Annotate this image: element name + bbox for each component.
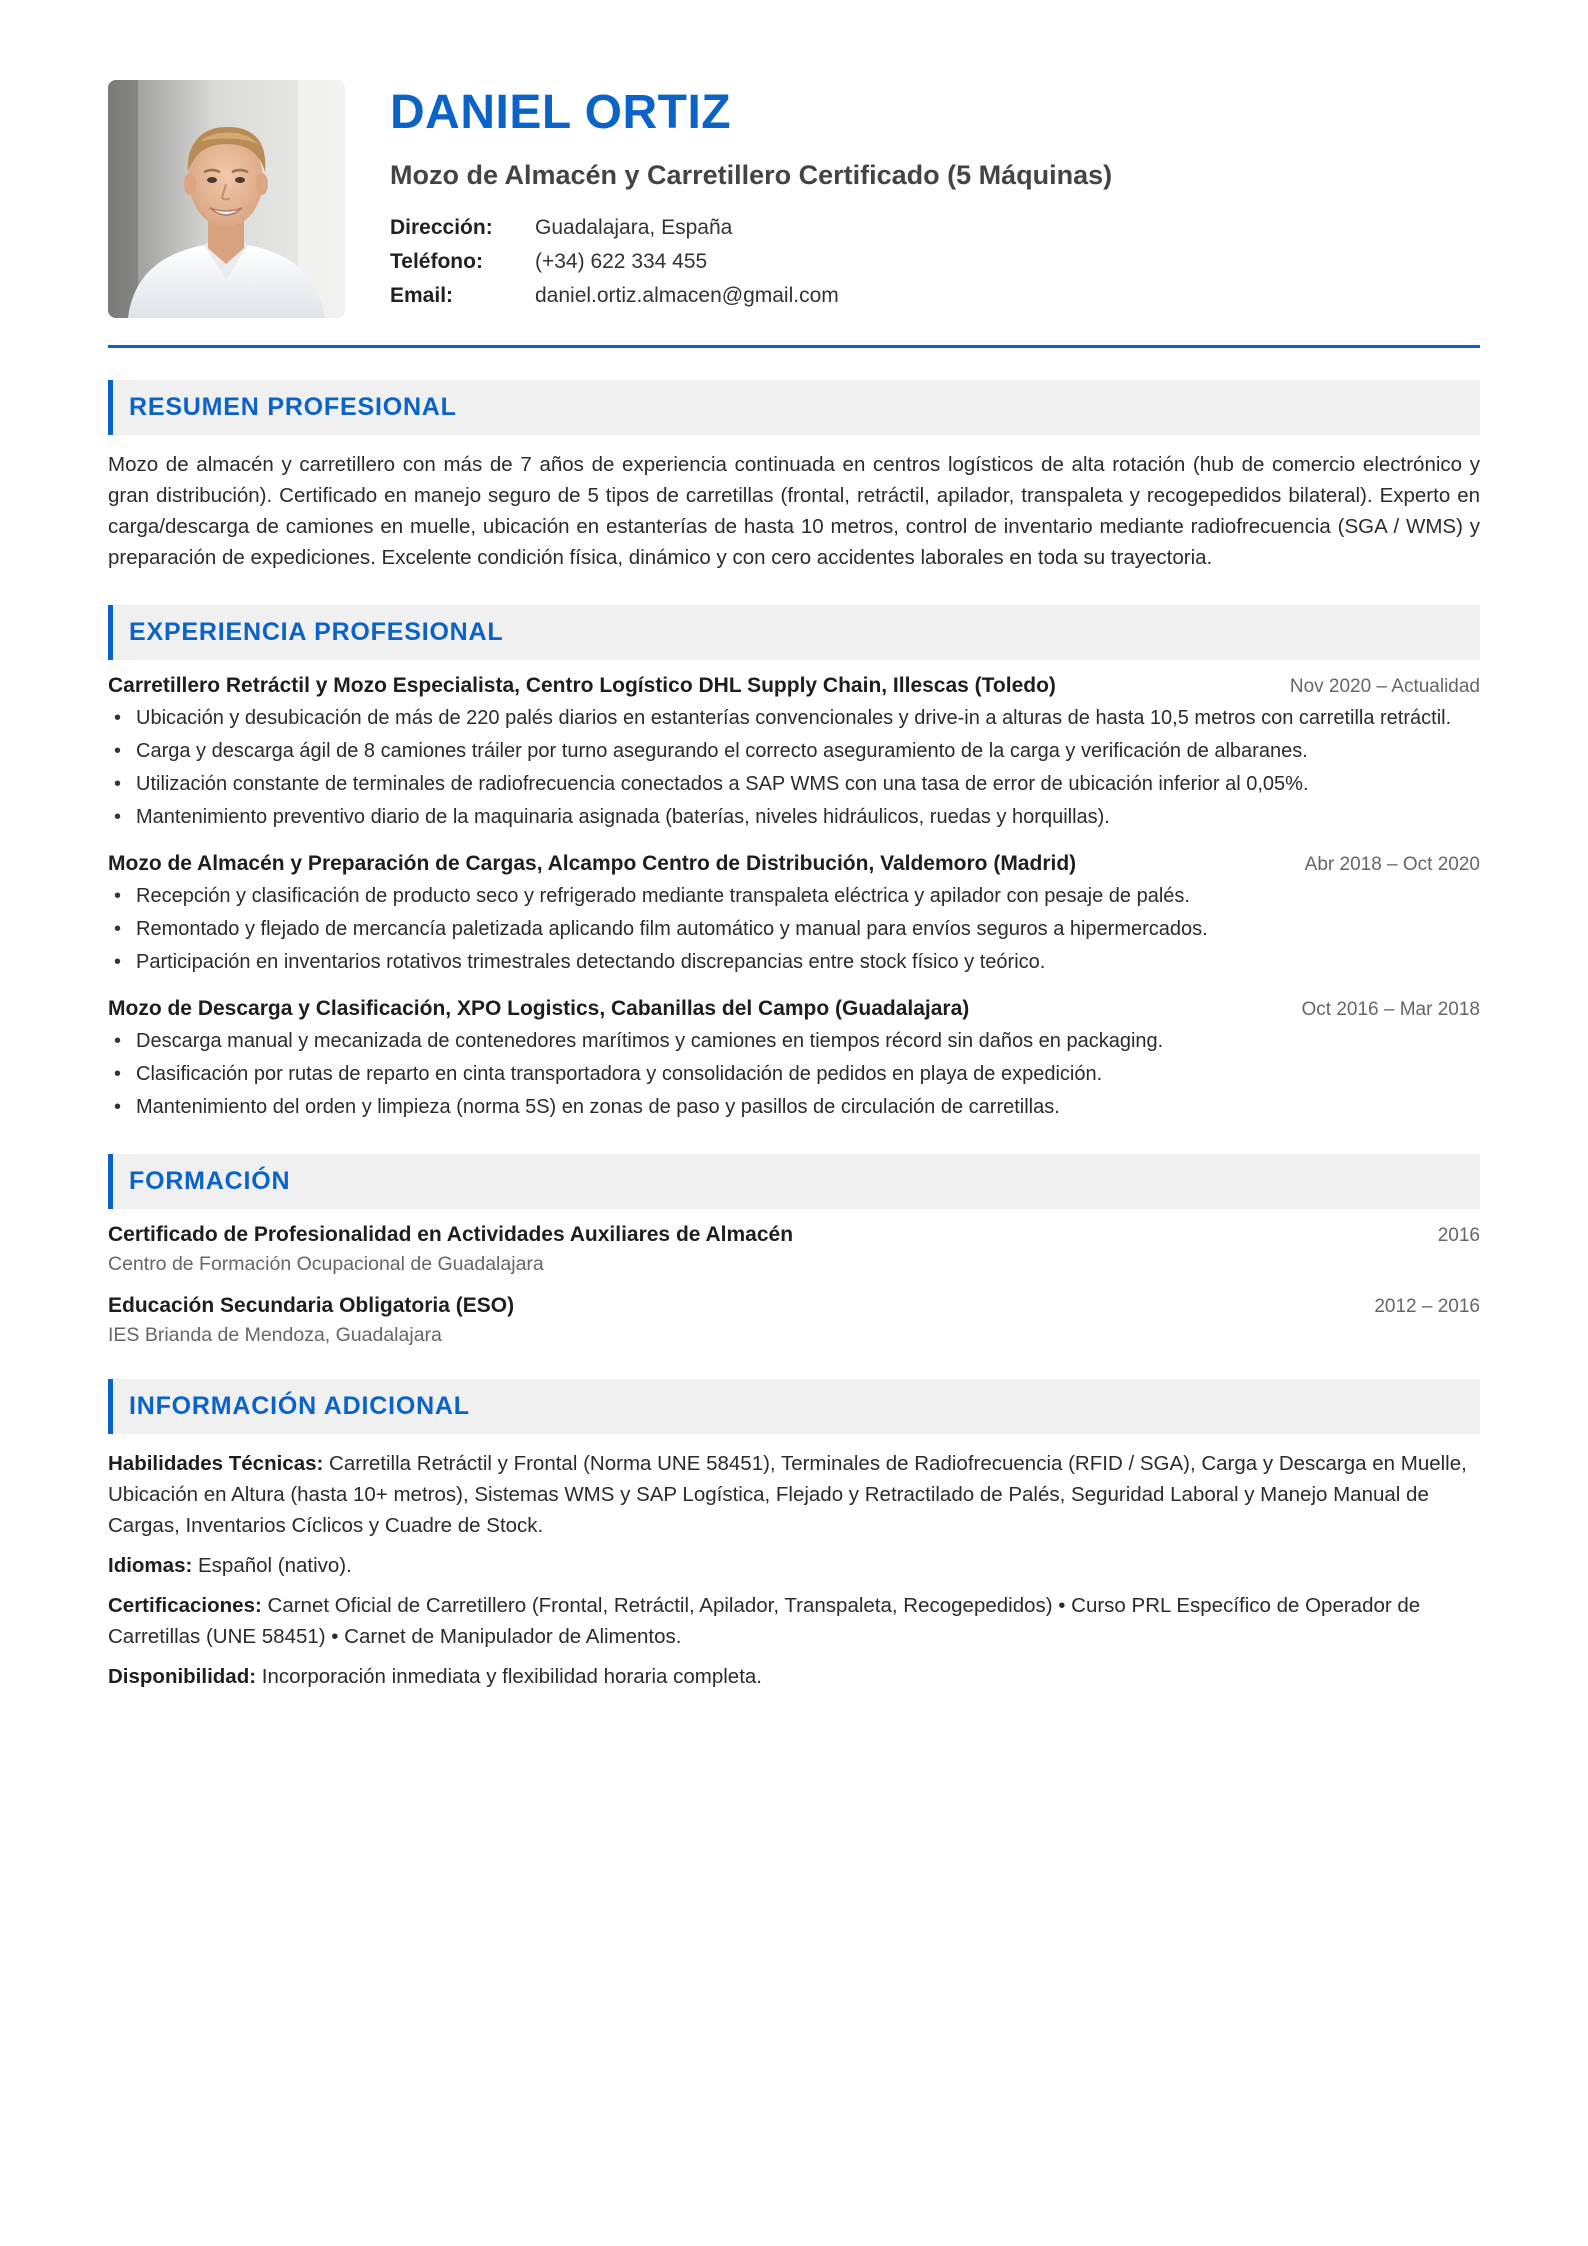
contact-value: Guadalajara, España	[535, 216, 733, 239]
education-date: 2012 – 2016	[1374, 1296, 1480, 1317]
additional-text: Español (nativo).	[198, 1554, 352, 1577]
section-additional	[108, 1379, 1480, 1692]
additional-availability	[108, 1661, 1480, 1692]
contact-value: (+34) 622 334 455	[535, 250, 708, 273]
section-experience	[108, 605, 1480, 1122]
education-entry	[108, 1223, 1480, 1276]
additional-label: Disponibilidad:	[108, 1665, 257, 1688]
candidate-title: Mozo de Almacén y Carretillero Certificado (5 Máquinas)	[390, 160, 1113, 190]
additional-label: Certificaciones:	[108, 1594, 262, 1617]
list-item: • Utilización constante de terminales de radiofrecuencia conectados a SAP WMS con una tasa de error de ubicación inferior al 0,05%.	[108, 769, 1480, 799]
list-item: • Mantenimiento preventivo diario de la maquinaria asignada (baterías, niveles hidráulicos, ruedas y horquillas).	[108, 802, 1480, 832]
education-title: Educación Secundaria Obligatoria (ESO)	[108, 1294, 515, 1317]
education-institution: IES Brianda de Mendoza, Guadalajara	[108, 1324, 442, 1346]
contact-label: Teléfono:	[390, 250, 483, 273]
job-entry	[108, 852, 1480, 977]
job-bullets	[108, 881, 1480, 977]
section-title: RESUMEN PROFESIONAL	[129, 393, 457, 421]
job-entry	[108, 674, 1480, 832]
additional-text: Carretilla Retráctil y Frontal (Norma UNE 58451), Terminales de Radiofrecuencia (RFID / SGA), Carga y Descarga en Muelle, Ubicación en Altura (hasta 10+ metros), Sistemas WMS y SAP Logística, Flejado y Retractilado de Palés, Seguridad Laboral y Manejo Manual de Cargas, Inventarios Cíclicos y Cuadre de Stock.	[108, 1452, 1467, 1537]
section-header	[108, 1379, 1480, 1434]
contact-row-email	[390, 279, 1112, 313]
job-role: Mozo de Descarga y Clasificación, XPO Logistics, Cabanillas del Campo (Guadalajara)	[108, 997, 970, 1020]
section-title: EXPERIENCIA PROFESIONAL	[129, 618, 504, 646]
contact-value: daniel.ortiz.almacen@gmail.com	[535, 284, 839, 307]
education-header	[108, 1294, 1480, 1318]
contact-details	[390, 211, 1112, 313]
contact-label: Dirección:	[390, 216, 493, 239]
list-item: • Recepción y clasificación de producto seco y refrigerado mediante transpaleta eléctrica y apilador con pesaje de palés.	[108, 881, 1480, 911]
section-title: INFORMACIÓN ADICIONAL	[129, 1392, 470, 1420]
job-bullets	[108, 1026, 1480, 1122]
section-title: FORMACIÓN	[129, 1167, 291, 1195]
profile-photo	[108, 80, 345, 318]
section-summary	[108, 380, 1480, 573]
list-item: • Participación en inventarios rotativos trimestrales detectando discrepancias entre stock físico y teórico.	[108, 947, 1480, 977]
additional-label: Habilidades Técnicas:	[108, 1452, 324, 1475]
job-role: Mozo de Almacén y Preparación de Cargas, Alcampo Centro de Distribución, Valdemoro (Madrid)	[108, 852, 1077, 875]
additional-languages	[108, 1550, 1480, 1581]
additional-certifications	[108, 1590, 1480, 1652]
section-education	[108, 1154, 1480, 1347]
header-divider	[108, 345, 1480, 348]
job-header	[108, 674, 1480, 698]
candidate-name: DANIEL ORTIZ	[390, 86, 732, 139]
additional-skills	[108, 1448, 1480, 1541]
summary-text: Mozo de almacén y carretillero con más de 7 años de experiencia continuada en centros logísticos de alta rotación (hub de comercio electrónico y gran distribución). Certificado en manejo seguro de 5 tipos de carretillas (frontal, retráctil, apilador, transpaleta y recogepedidos bilateral). Experto en carga/descarga de camiones en muelle, ubicación en estanterías de hasta 10 metros, control de inventario mediante radiofrecuencia (SGA / WMS) y preparación de expediciones. Excelente condición física, dinámico y con cero accidentes laborales en toda su trayectoria.	[108, 453, 1480, 569]
job-date: Abr 2018 – Oct 2020	[1304, 854, 1480, 875]
resume-header	[108, 80, 1480, 318]
job-entry	[108, 997, 1480, 1122]
list-item: • Mantenimiento del orden y limpieza (norma 5S) en zonas de paso y pasillos de circulación de carretillas.	[108, 1092, 1480, 1122]
job-header	[108, 997, 1480, 1021]
job-date: Oct 2016 – Mar 2018	[1301, 999, 1480, 1020]
education-date: 2016	[1437, 1225, 1480, 1246]
section-header	[108, 605, 1480, 660]
contact-label: Email:	[390, 284, 454, 307]
list-item: • Ubicación y desubicación de más de 220 palés diarios en estanterías convencionales y drive-in a alturas de hasta 10,5 metros con carretilla retráctil.	[108, 703, 1480, 733]
job-header	[108, 852, 1480, 876]
job-date: Nov 2020 – Actualidad	[1289, 676, 1480, 697]
education-title: Certificado de Profesionalidad en Actividades Auxiliares de Almacén	[108, 1223, 794, 1246]
additional-text: Carnet Oficial de Carretillero (Frontal, Retráctil, Apilador, Transpaleta, Recogepedidos) • Curso PRL Específico de Operador de Carretillas (UNE 58451) • Carnet de Manipulador de Alimentos.	[108, 1594, 1421, 1648]
job-role: Carretillero Retráctil y Mozo Especialista, Centro Logístico DHL Supply Chain, Illescas (Toledo)	[108, 674, 1056, 697]
contact-row-address	[390, 211, 1112, 245]
additional-text: Incorporación inmediata y flexibilidad horaria completa.	[261, 1665, 762, 1688]
list-item: • Carga y descarga ágil de 8 camiones tráiler por turno asegurando el correcto aseguramiento de la carga y verificación de albaranes.	[108, 736, 1480, 766]
education-entry	[108, 1294, 1480, 1347]
section-header	[108, 1154, 1480, 1209]
list-item: • Descarga manual y mecanizada de contenedores marítimos y camiones en tiempos récord sin daños en packaging.	[108, 1026, 1480, 1056]
education-header	[108, 1223, 1480, 1247]
list-item: • Clasificación por rutas de reparto en cinta transportadora y consolidación de pedidos en playa de expedición.	[108, 1059, 1480, 1089]
job-bullets	[108, 703, 1480, 832]
education-institution: Centro de Formación Ocupacional de Guadalajara	[108, 1253, 544, 1275]
additional-info	[108, 1448, 1480, 1692]
contact-row-phone	[390, 245, 1112, 279]
header-info	[390, 80, 1112, 313]
additional-label: Idiomas:	[108, 1554, 193, 1577]
list-item: • Remontado y flejado de mercancía paletizada aplicando film automático y manual para envíos seguros a hipermercados.	[108, 914, 1480, 944]
section-header	[108, 380, 1480, 435]
